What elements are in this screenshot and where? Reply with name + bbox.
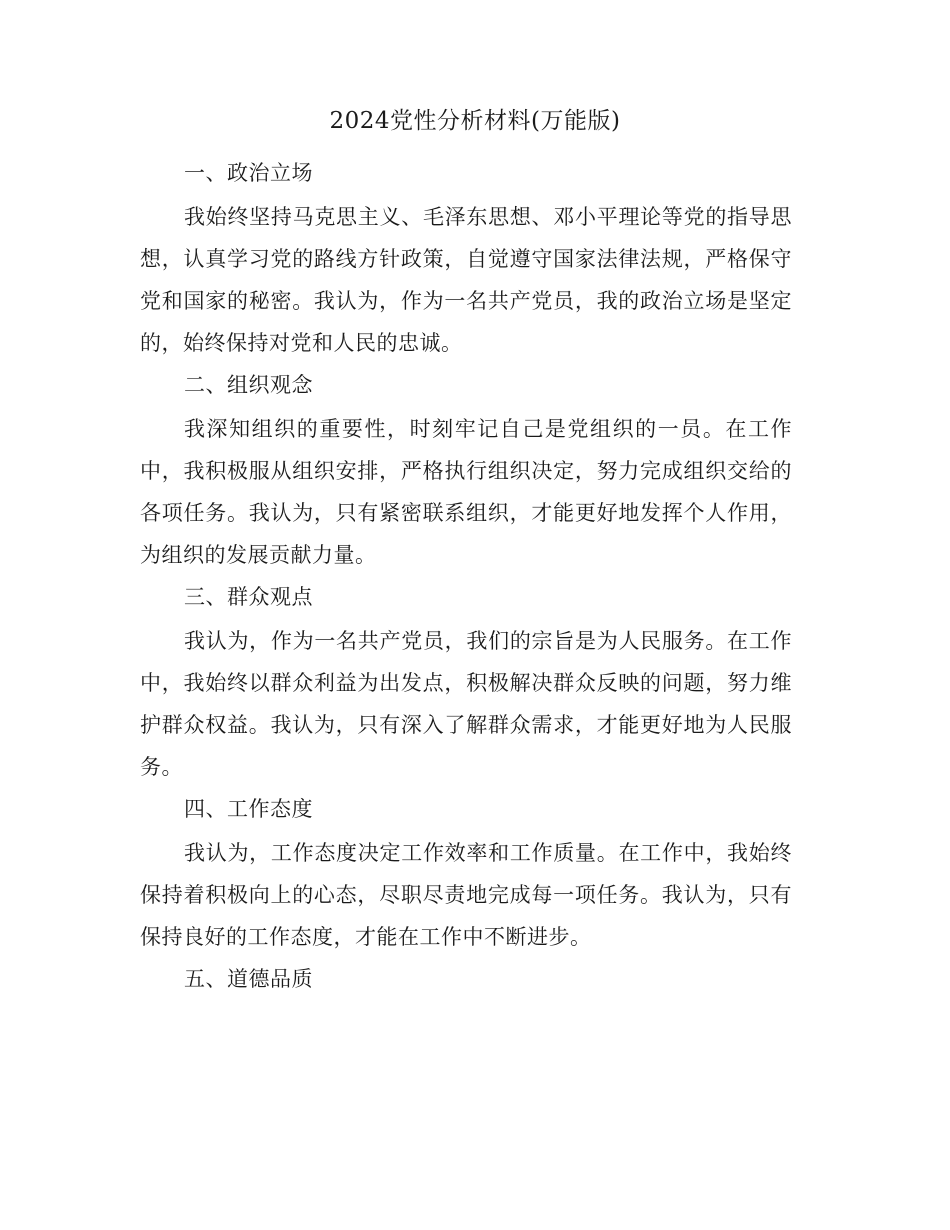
- section-paragraph-work-attitude: 我认为，工作态度决定工作效率和工作质量。在工作中，我始终保持着积极向上的心态，尽职尽责地完成每一项任务。我认为，只有保持良好的工作态度，才能在工作中不断进步。: [140, 841, 792, 949]
- document-title: 2024党性分析材料(万能版): [329, 108, 621, 134]
- section-heading-mass-viewpoint: 三、群众观点: [184, 585, 313, 609]
- document-body: [140, 152, 792, 1002]
- section-paragraph-political-stance: 我始终坚持马克思主义、毛泽东思想、邓小平理论等党的指导思想，认真学习党的路线方针政策，自觉遵守国家法律法规，严格保守党和国家的秘密。我认为，作为一名共产党员，我的政治立场是坚定的，始终保持对党和人民的忠诚。: [140, 205, 792, 355]
- section-heading-political-stance: 一、政治立场: [184, 161, 313, 185]
- section-paragraph-organization-concept: 我深知组织的重要性，时刻牢记自己是党组织的一员。在工作中，我积极服从组织安排，严格执行组织决定，努力完成组织交给的各项任务。我认为，只有紧密联系组织，才能更好地发挥个人作用，为组织的发展贡献力量。: [140, 417, 792, 567]
- section-heading-work-attitude: 四、工作态度: [184, 797, 313, 821]
- section-paragraph-mass-viewpoint: 我认为，作为一名共产党员，我们的宗旨是为人民服务。在工作中，我始终以群众利益为出发点，积极解决群众反映的问题，努力维护群众权益。我认为，只有深入了解群众需求，才能更好地为人民服务。: [140, 629, 792, 779]
- section-heading-moral-quality: 五、道德品质: [184, 967, 313, 991]
- section-heading-organization-concept: 二、组织观念: [184, 373, 313, 397]
